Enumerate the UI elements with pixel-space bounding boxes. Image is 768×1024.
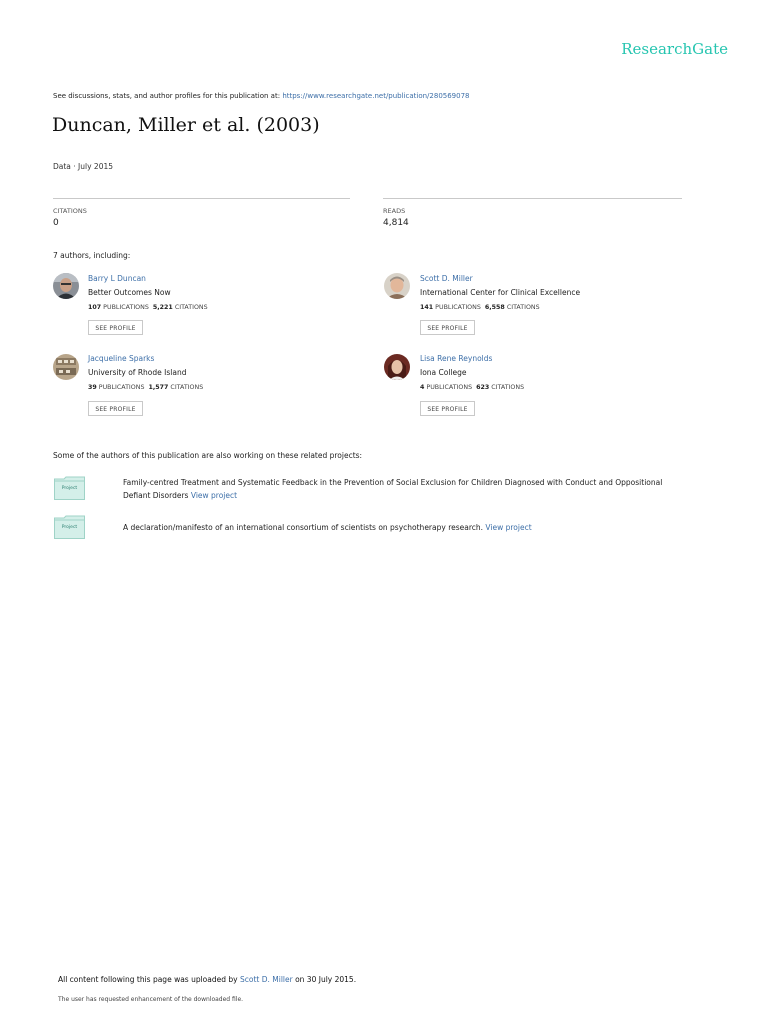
publications-label: PUBLICATIONS (98, 384, 145, 391)
author-stats (88, 304, 208, 311)
project-description (123, 476, 683, 502)
enhancement-note: The user has requested enhancement of the downloaded file. (58, 996, 244, 1003)
publications-label: PUBLICATIONS (426, 384, 473, 391)
citations-divider (53, 198, 350, 199)
reads-divider (383, 198, 682, 199)
author-stats (420, 384, 524, 391)
author-stats (420, 304, 540, 311)
reads-label: READS (383, 207, 406, 215)
author-name-link[interactable]: Scott D. Miller (420, 274, 473, 283)
upload-prefix: All content following this page was uploaded by (58, 975, 238, 984)
see-profile-button[interactable]: SEE PROFILE (88, 320, 143, 335)
author-avatar[interactable] (384, 273, 410, 299)
person-photo-icon (384, 273, 410, 299)
see-profile-button[interactable]: SEE PROFILE (420, 401, 475, 416)
citations-count: 6,558 (484, 304, 505, 311)
project-folder-icon[interactable] (54, 476, 85, 500)
publication-url-link[interactable]: https://www.researchgate.net/publication/280569078 (282, 92, 470, 100)
citations-label: CITATIONS (506, 304, 540, 311)
author-institution: Better Outcomes Now (88, 288, 171, 297)
author-institution: Iona College (420, 368, 467, 377)
project-icon-label: Project (61, 486, 78, 491)
person-photo-icon (53, 273, 79, 299)
citations-count: 1,577 (148, 384, 169, 391)
researchgate-logo[interactable]: ResearchGate (621, 40, 728, 58)
citations-value: 0 (53, 218, 59, 228)
upload-suffix: on 30 July 2015. (295, 975, 357, 984)
publications-count: 141 (420, 304, 434, 311)
authors-heading: 7 authors, including: (53, 251, 131, 260)
author-avatar[interactable] (53, 273, 79, 299)
project-text: Family-centred Treatment and Systematic Feedback in the Prevention of Social Exclusion for Children Diagnosed with Conduct and Oppositional Defiant Disorders (123, 478, 663, 500)
project-description (123, 521, 683, 534)
author-name-link[interactable]: Jacqueline Sparks (88, 354, 155, 363)
person-photo-icon (384, 354, 410, 380)
citations-label: CITATIONS (491, 384, 525, 391)
author-avatar[interactable] (53, 354, 79, 380)
project-icon-label: Project (61, 525, 78, 530)
author-name-link[interactable]: Lisa Rene Reynolds (420, 354, 493, 363)
citations-label: CITATIONS (53, 207, 87, 215)
project-text: A declaration/manifesto of an international consortium of scientists on psychotherapy research. (123, 523, 484, 532)
projects-heading: Some of the authors of this publication are also working on these related projects: (53, 451, 363, 460)
see-profile-button[interactable]: SEE PROFILE (420, 320, 475, 335)
project-folder-icon[interactable] (54, 515, 85, 539)
publications-label: PUBLICATIONS (435, 304, 481, 311)
view-project-link[interactable]: View project (190, 491, 238, 500)
citations-label: CITATIONS (174, 304, 208, 311)
publication-meta: Data · July 2015 (53, 162, 114, 171)
citations-label: CITATIONS (170, 384, 204, 391)
view-project-link[interactable]: View project (485, 523, 532, 532)
page-title: Duncan, Miller et al. (2003) (52, 114, 320, 136)
author-institution: University of Rhode Island (88, 368, 187, 377)
intro-line (53, 92, 470, 100)
person-photo-icon (53, 354, 79, 380)
uploader-link[interactable]: Scott D. Miller (239, 975, 293, 984)
author-name-link[interactable]: Barry L Duncan (88, 274, 146, 283)
publications-label: PUBLICATIONS (103, 304, 149, 311)
intro-prefix: See discussions, stats, and author profiles for this publication at: (53, 92, 281, 100)
see-profile-button[interactable]: SEE PROFILE (88, 401, 143, 416)
publications-count: 107 (88, 304, 102, 311)
citations-count: 623 (476, 384, 490, 391)
author-institution: International Center for Clinical Excellence (420, 288, 581, 297)
citations-count: 5,221 (152, 304, 173, 311)
author-avatar[interactable] (384, 354, 410, 380)
publications-count: 39 (88, 384, 97, 391)
publications-count: 4 (420, 384, 425, 391)
upload-notice (58, 975, 356, 984)
reads-value: 4,814 (383, 218, 409, 228)
author-stats (88, 384, 203, 391)
